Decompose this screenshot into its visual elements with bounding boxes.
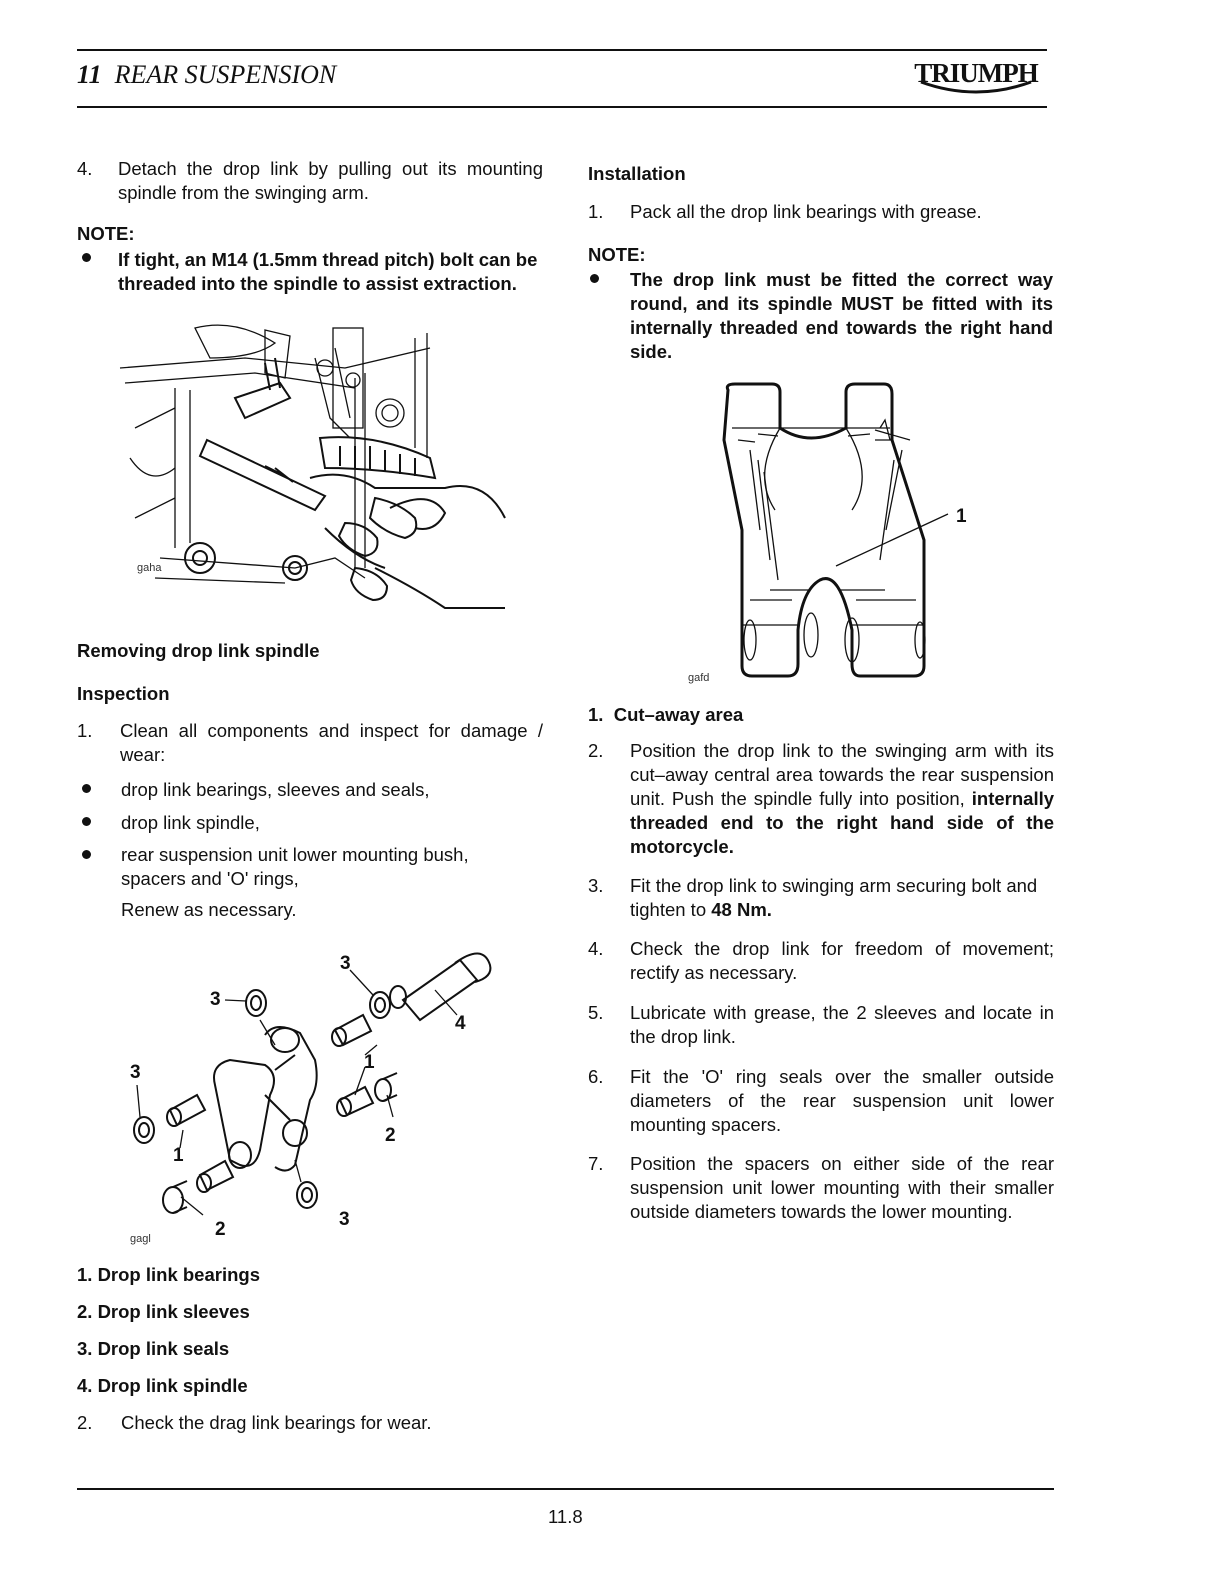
step-number: 2. <box>588 740 604 761</box>
chapter-number: 11 <box>77 60 102 89</box>
step-text: Check the drag link bearings for wear. <box>121 1412 432 1433</box>
renew-text: Renew as necessary. <box>121 899 297 920</box>
figure-drop-link-cutaway <box>680 380 1000 690</box>
callout-label: 3 <box>339 1209 350 1230</box>
bullet-icon <box>82 817 91 826</box>
legend-item: 2. Drop link sleeves <box>77 1301 250 1322</box>
step-number: 4. <box>588 938 604 959</box>
step-number: 1. <box>77 720 93 741</box>
callout-label: 3 <box>130 1062 141 1083</box>
note-text: If tight, an M14 (1.5mm thread pitch) bolt can be threaded into the spindle to assist extraction. <box>118 249 538 294</box>
step-number: 2. <box>77 1412 93 1433</box>
step-text-bold: internally threaded end to the right hand side of the motorcycle. <box>630 788 1055 857</box>
logo-wordmark: TRIUMPH <box>914 58 1038 88</box>
callout-label: 2 <box>385 1125 396 1146</box>
callout-label: 1 <box>956 506 967 527</box>
step-text-plain: Position the drop link to the swinging arm with its cut–away central area towards the rear suspension unit. Push the spindle fully into position, <box>630 740 1054 809</box>
legend-item: 1. Drop link bearings <box>77 1264 260 1285</box>
step-number: 5. <box>588 1002 604 1023</box>
step-number: 4. <box>77 158 93 179</box>
step-text: Check the drop link for freedom of movement; rectify as necessary. <box>630 938 1054 983</box>
callout-label: 4 <box>455 1013 466 1034</box>
note-label: NOTE: <box>77 223 135 244</box>
step-text: Pack all the drop link bearings with grease. <box>630 201 982 222</box>
callout-label: 3 <box>210 989 221 1010</box>
inspection-bullet: rear suspension unit lower mounting bush, spacers and 'O' rings, <box>121 844 469 889</box>
triumph-logo <box>903 52 1049 105</box>
bullet-icon <box>82 253 91 262</box>
inspection-heading: Inspection <box>77 683 170 704</box>
header-top-rule <box>77 49 1047 51</box>
inspection-bullet: drop link spindle, <box>121 812 260 833</box>
bullet-icon <box>82 850 91 859</box>
bullet-icon <box>590 274 599 283</box>
step-text: Lubricate with grease, the 2 sleeves and locate in the drop link. <box>630 1002 1054 1047</box>
bullet-icon <box>82 784 91 793</box>
figure-exploded-drop-link <box>115 935 515 1255</box>
callout-label: 3 <box>340 953 351 974</box>
step-text-bold: 48 Nm. <box>711 899 772 920</box>
callout-label: 1 <box>173 1145 184 1166</box>
callout-label: 1 <box>364 1052 375 1073</box>
legend-item: 3. Drop link seals <box>77 1338 230 1359</box>
step-text: Clean all components and inspect for damage / wear: <box>120 720 543 765</box>
installation-heading: Installation <box>588 163 686 184</box>
step-text: Position the spacers on either side of the rear suspension unit lower mounting with their smaller outside diameters towards the lower mounting. <box>630 1153 1054 1222</box>
step-text <box>630 874 1054 922</box>
step-text: Detach the drop link by pulling out its mounting spindle from the swinging arm. <box>118 158 543 203</box>
callout-label: 2 <box>215 1219 226 1240</box>
figure-removing-spindle <box>115 318 510 630</box>
note-text: The drop link must be fitted the correct way round, and its spindle MUST be fitted with its internally threaded end towards the right hand side. <box>630 269 1053 362</box>
step-text <box>630 739 1054 859</box>
step-text: Fit the 'O' ring seals over the smaller outside diameters of the rear suspension unit lower mounting spacers. <box>630 1066 1054 1135</box>
step-number: 1. <box>588 201 604 222</box>
section-title: REAR SUSPENSION <box>114 60 337 89</box>
figure-caption: Removing drop link spindle <box>77 640 320 661</box>
page-number: 11.8 <box>548 1506 583 1527</box>
footer-rule <box>77 1488 1054 1490</box>
inspection-bullet: drop link bearings, sleeves and seals, <box>121 779 430 800</box>
figure-code: gagl <box>130 1233 151 1245</box>
header-title <box>77 60 336 90</box>
step-text-plain: Fit the drop link to swinging arm securing bolt and tighten to <box>630 875 1038 920</box>
note-label: NOTE: <box>588 244 646 265</box>
step-number: 6. <box>588 1066 604 1087</box>
header-bottom-rule <box>77 106 1047 108</box>
figure-code: gaha <box>137 562 162 574</box>
legend-item: 4. Drop link spindle <box>77 1375 248 1396</box>
figure-code: gafd <box>688 672 710 684</box>
step-number: 7. <box>588 1153 604 1174</box>
figure-legend: 1. Cut–away area <box>588 704 744 725</box>
step-number: 3. <box>588 875 604 896</box>
